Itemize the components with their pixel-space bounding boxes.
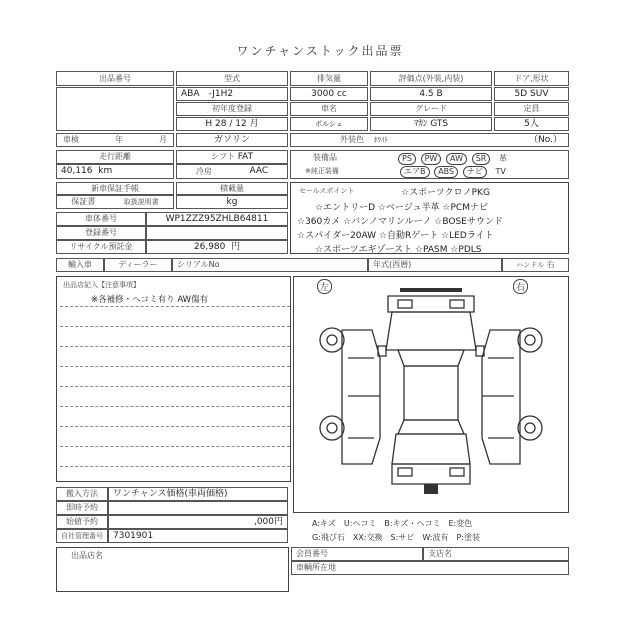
notes-line-1: ※各補修・ヘコミ有り AW傷有	[91, 295, 209, 305]
capacity-value: 5人	[494, 117, 569, 131]
year-model-label: 年式(西暦)	[368, 258, 502, 272]
inspection-year: 年	[115, 135, 123, 144]
record-book-value: 取扱説明書	[123, 197, 159, 206]
handle-label: ハンドル	[516, 260, 545, 269]
model-value: ABA -J1H2	[176, 87, 288, 101]
doors-label: ドア,形状	[494, 71, 569, 86]
instant-value	[108, 501, 288, 515]
capacity-label: 定員	[494, 102, 569, 116]
sales-point-line-2: ☆エントリーD ☆ベージュ半革 ☆PCMナビ	[315, 203, 488, 213]
load-unit: kg	[176, 195, 288, 209]
mgmt-label: 自社管理番号	[56, 529, 108, 543]
notes-label: 出品店記入【注意事項】	[63, 281, 140, 289]
negotiation-amount: ,000円	[108, 515, 288, 529]
sales-point-line-4: ☆スパイダー20AW ☆自動Rゲート ☆LEDライト	[297, 231, 494, 241]
recycle-value: 26,980	[193, 241, 226, 252]
make-label: 車名	[290, 102, 368, 116]
first-reg-value: H 28 / 12 月	[176, 117, 288, 131]
instant-label: 即時予約	[56, 501, 108, 515]
handle-value: 右	[546, 260, 555, 269]
exterior-color-value-row	[368, 133, 569, 147]
equip-abs: ABS	[434, 166, 458, 178]
doors-value: 5D SUV	[494, 87, 569, 101]
displacement-unit: cc	[336, 88, 347, 99]
wheel-front-right	[518, 328, 542, 352]
mileage-label: 走行距離	[56, 150, 174, 164]
shift-row	[176, 150, 288, 164]
sales-point-line-1: ☆スポーツクロノPKG	[401, 188, 490, 198]
vin-label: 車体番号	[56, 212, 146, 226]
displacement-number: 3000	[311, 88, 335, 99]
make-value: ポルシェ	[290, 117, 368, 131]
grade-label: グレード	[370, 102, 492, 116]
lot-no-label: 出品番号	[56, 71, 174, 86]
mileage-value: 40,116	[61, 166, 93, 176]
branch-label: 支店名	[423, 547, 569, 561]
first-reg-label: 初年度登録	[176, 102, 288, 116]
equip-leather: 革	[499, 154, 508, 163]
equipment-label: 装備品	[313, 153, 337, 162]
car-hood-outline	[386, 312, 476, 350]
member-label: 会員番号	[291, 547, 423, 561]
equip-airbag: エアB	[400, 166, 430, 178]
method-value: ワンチャンス価格(車両価格)	[108, 487, 288, 501]
car-rear-window-outline	[398, 420, 464, 434]
handle-row	[502, 258, 569, 272]
wheel-front-left	[320, 328, 344, 352]
equipment-label2: ※純正装備	[305, 167, 339, 175]
diagram-left-text: 左	[320, 283, 330, 293]
recycle-unit: 円	[231, 241, 241, 252]
equipment-box	[290, 150, 569, 179]
equipment-row2	[399, 166, 511, 178]
displacement-value	[290, 87, 368, 101]
shift-value: FAT	[237, 151, 253, 162]
reg-no-value	[146, 226, 288, 240]
sales-point-box	[290, 182, 569, 254]
equip-aw: AW	[446, 153, 467, 165]
legend-row-1: A:キズ U:ヘコミ B:キズ・ヘコミ E:変色	[312, 519, 473, 528]
recycle-value-row	[146, 240, 288, 254]
record-book-label: 保証書	[71, 197, 96, 206]
vin-value: WP1ZZZ95ZHLB64811	[146, 212, 288, 226]
equip-tv: TV	[495, 167, 506, 176]
method-label: 搬入方法	[56, 487, 108, 501]
car-trunk-outline	[392, 434, 470, 464]
ac-row	[176, 164, 288, 179]
inspection-month: 月	[159, 135, 167, 144]
car-left-side-outline	[342, 330, 380, 464]
import-label: 輸入車	[56, 258, 104, 272]
wheel-rear-right	[518, 416, 542, 440]
exterior-color-label: 外装色	[290, 133, 368, 147]
score-value: 4.5 B	[370, 87, 492, 101]
sales-point-line-3: ☆360カメ ☆バンノマリンルーノ ☆BOSEサウンド	[297, 217, 503, 227]
shift-label: シフト	[210, 152, 235, 161]
ac-value: AAC	[249, 166, 269, 176]
exterior-color-value: ﾎﾜｲﾄ	[374, 135, 388, 144]
mileage-unit: km	[98, 166, 113, 176]
import-dealer: ディーラー	[104, 258, 172, 272]
car-front-outline	[388, 296, 474, 312]
exterior-color-no: （No.）	[529, 134, 562, 145]
legend-row-2: G:飛び石 XX:交換 S:サビ W:波有 P:塗装	[312, 533, 480, 542]
store-label: 出品店名	[71, 551, 103, 560]
car-damage-diagram	[300, 288, 562, 508]
equipment-row1	[397, 153, 512, 165]
negotiation-label: 始値予約	[56, 515, 108, 529]
equip-sr: SR	[472, 153, 491, 165]
import-serial: シリアルNo	[172, 258, 368, 272]
model-label: 型式	[176, 71, 288, 86]
wheel-rear-left	[320, 416, 344, 440]
sales-point-label: セールスポイント	[299, 187, 355, 195]
mileage-value-row	[56, 164, 174, 179]
car-roof-outline	[404, 366, 458, 420]
record-book-row	[56, 195, 174, 209]
car-rear-outline	[392, 464, 470, 484]
mgmt-value: 7301901	[108, 529, 288, 543]
inspection-row	[56, 133, 174, 147]
lot-no-value	[56, 87, 174, 131]
sales-point-line-5: ☆スポーツエギゾースト ☆PASM ☆PDLS	[315, 245, 482, 255]
car-windshield-outline	[398, 350, 464, 366]
store-box	[56, 547, 289, 592]
new-warranty-label: 新車保証手帳	[56, 182, 174, 195]
location-label: 車輌所在地	[291, 561, 569, 575]
fuel-value: ガソリン	[176, 133, 288, 147]
grade-value: ﾏｶﾝ GTS	[370, 117, 492, 131]
score-label: 評価点(外装,内装)	[370, 71, 492, 86]
displacement-label: 排気量	[290, 71, 368, 86]
reg-no-label: 登録番号	[56, 226, 146, 240]
load-label: 積載量	[176, 182, 288, 195]
equip-navi: ナビ	[463, 166, 487, 178]
form-title: ワンチャンストック出品票	[236, 44, 404, 58]
inspection-label: 車検	[63, 135, 79, 144]
equip-pw: PW	[421, 153, 442, 165]
diagram-right-text: 右	[516, 283, 526, 293]
recycle-label: リサイクル預託金	[56, 240, 146, 254]
car-right-side-outline	[482, 330, 520, 464]
ac-label: 冷房	[195, 166, 212, 176]
equip-ps: PS	[398, 153, 416, 165]
